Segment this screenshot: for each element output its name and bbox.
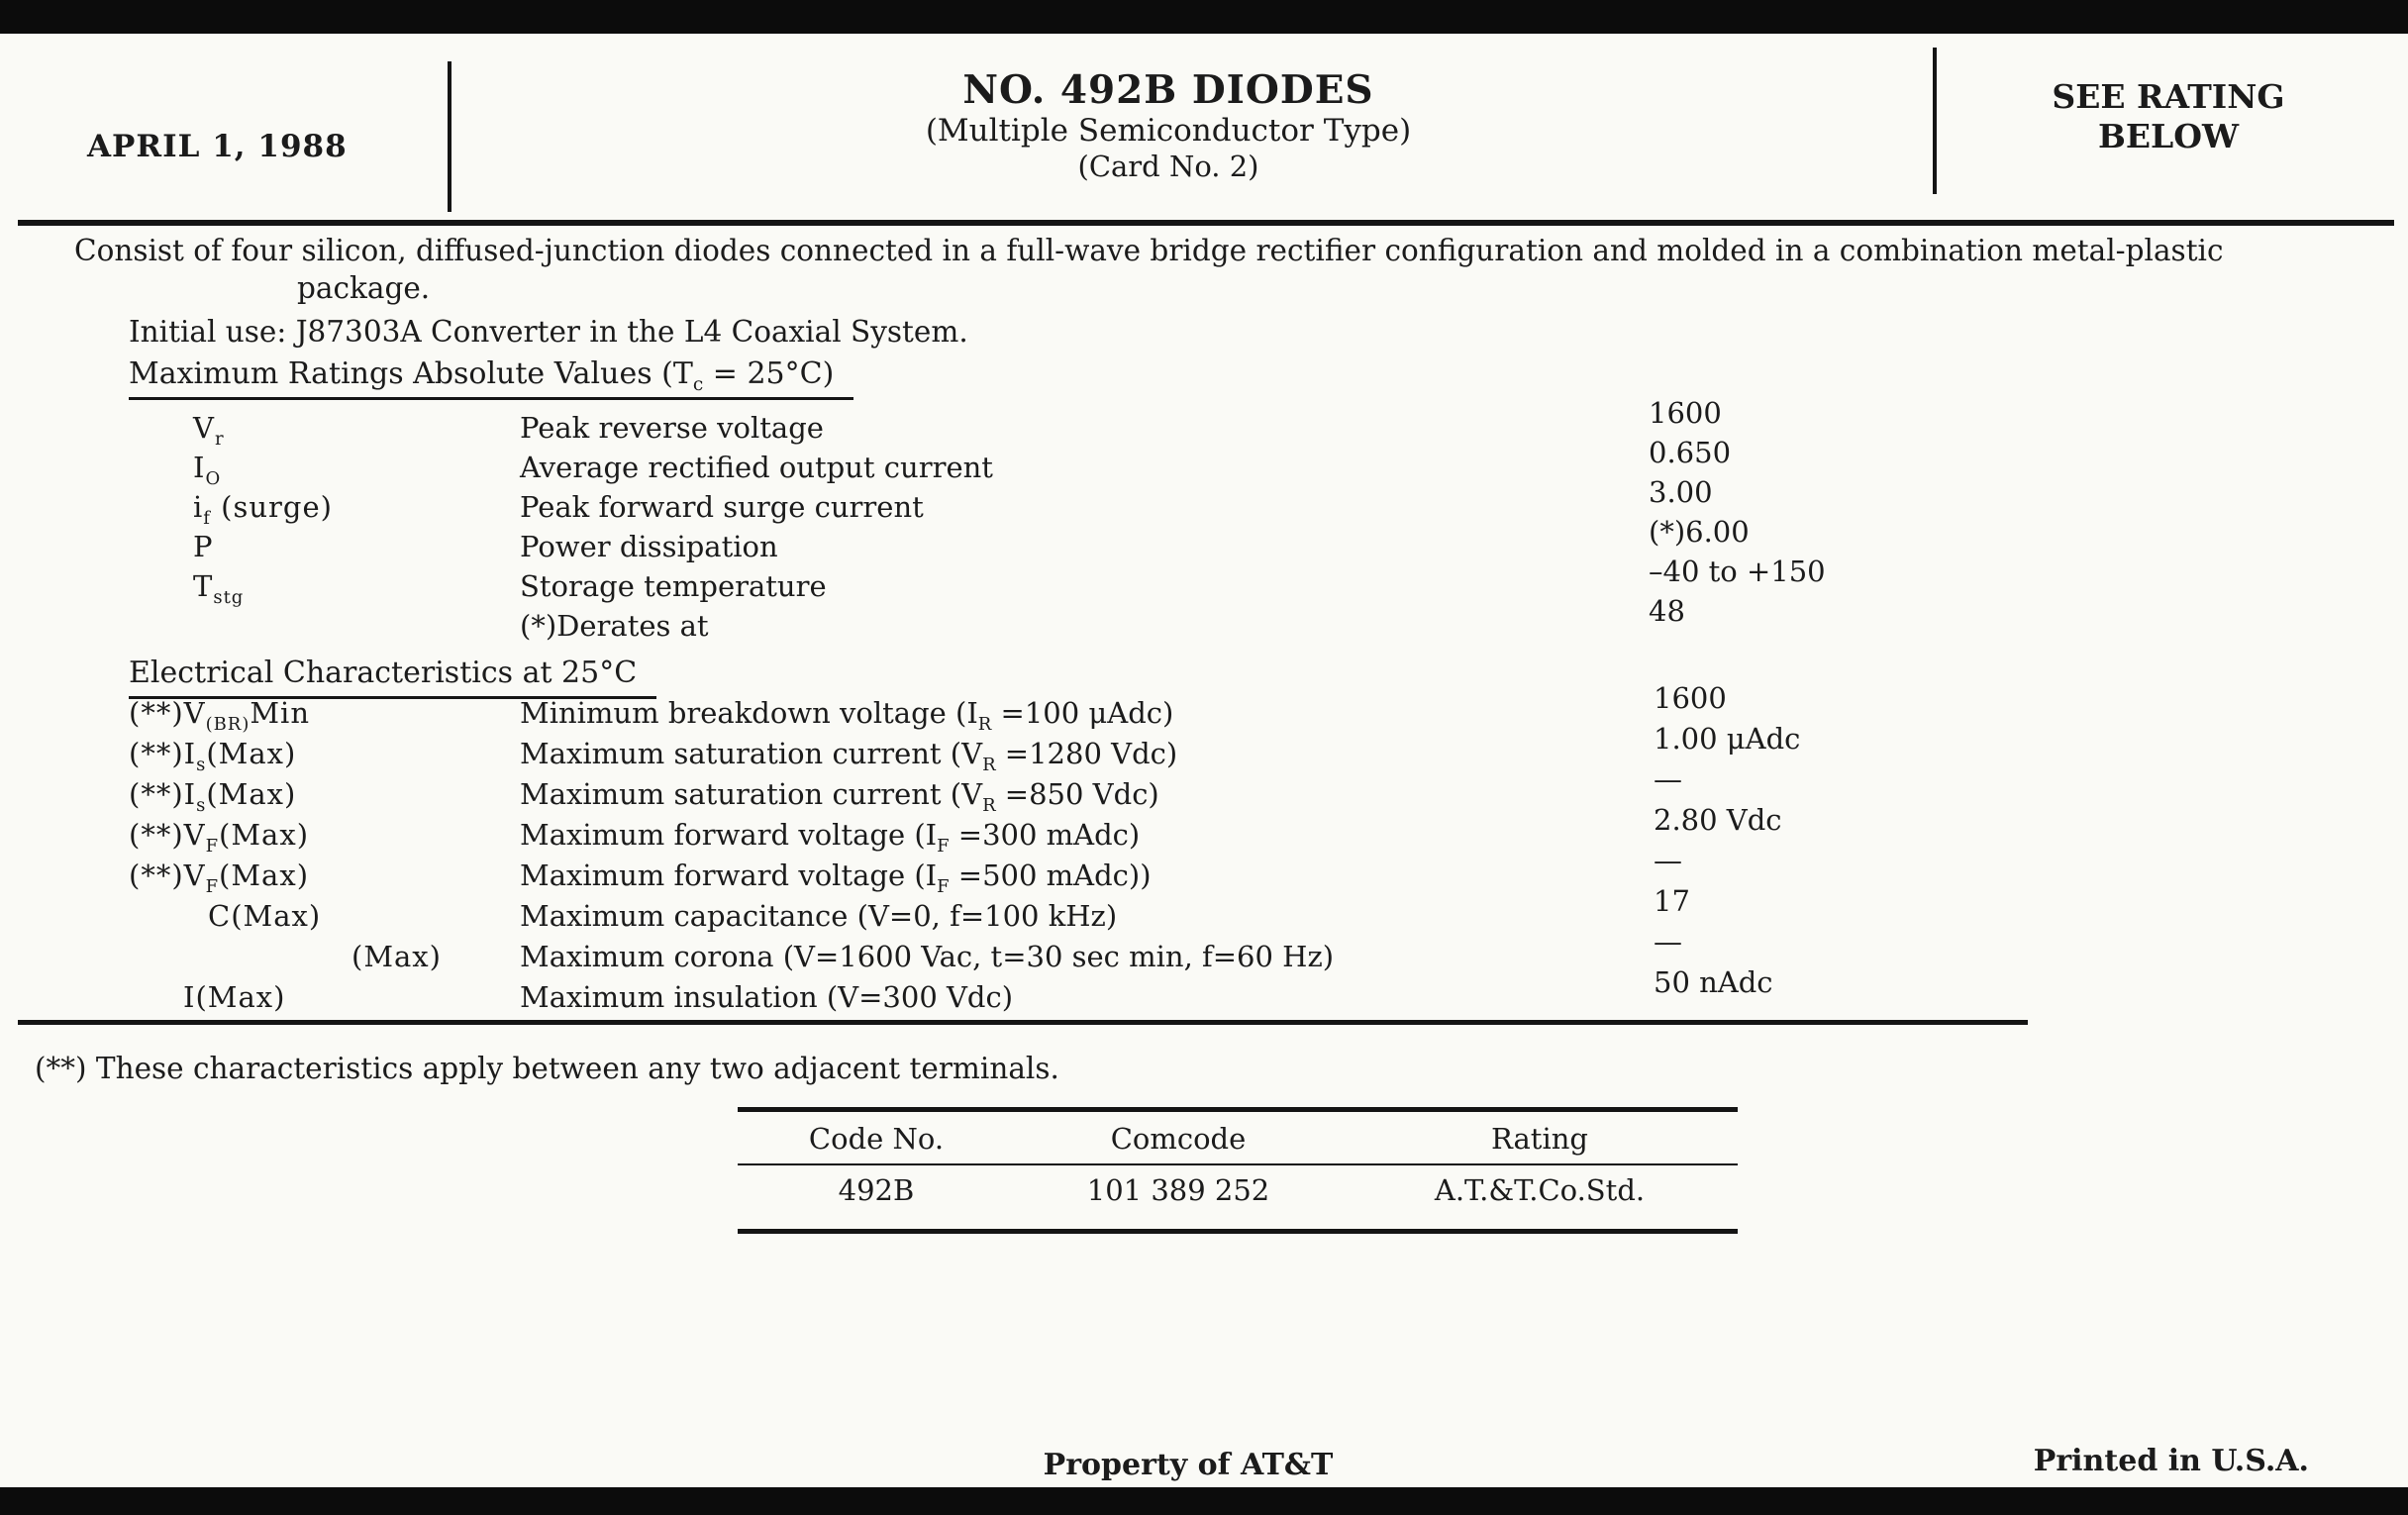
header-divider-right	[1933, 48, 1937, 194]
table-row	[193, 436, 1826, 489]
max-ratings-table	[193, 396, 1826, 646]
value-cell: 3.00	[1649, 475, 1713, 509]
value-cell: 0.650	[1649, 436, 1732, 469]
property-notice: Property of AT&T	[1043, 1448, 1334, 1482]
symbol-cell: I(Max)	[183, 980, 286, 1014]
table-row	[129, 722, 1801, 775]
title-block	[653, 67, 1683, 183]
description-cell: Minimum breakdown voltage ($I_R =100$ μAdc)	[520, 696, 1174, 735]
value-cell: 2.80 Vdc	[1654, 803, 1782, 837]
code-table-data-row	[738, 1165, 1738, 1215]
printed-in-usa: Printed in U.S.A.	[2033, 1444, 2309, 1478]
initial-use-line: Initial use: J87303A Converter in the L4 Coaxial System.	[129, 315, 968, 349]
max-ratings-heading-wrap	[129, 356, 853, 400]
value-cell: (*)6.00	[1649, 515, 1750, 549]
value-cell: –40 to +150	[1649, 555, 1826, 588]
description-cell: Maximum insulation (V=300 Vdc)	[520, 980, 1014, 1014]
symbol-cell: $(**)V_F(Max)$	[129, 818, 310, 857]
code-table-header-comcode: Comcode	[1110, 1122, 1247, 1156]
electrical-table	[129, 681, 1801, 1018]
code-table-header-rating: Rating	[1491, 1122, 1588, 1156]
rating-value: A.T.&T.Co.Std.	[1434, 1173, 1646, 1207]
rating-note-line2: BELOW	[2097, 117, 2240, 155]
code-table-rule-bottom	[738, 1229, 1738, 1234]
description-cell: (*)Derates at	[520, 609, 709, 643]
code-table-header-row	[738, 1112, 1738, 1163]
description-cell: Peak reverse voltage	[520, 411, 824, 445]
value-cell: 50 nAdc	[1654, 965, 1773, 999]
symbol-cell: $i_f$ (surge)	[193, 490, 333, 529]
symbol-cell: (Max)	[351, 940, 442, 973]
section-rule	[18, 1020, 2028, 1025]
symbol-cell: $I_O$	[193, 451, 222, 489]
page-title: NO. 492B DIODES	[962, 67, 1374, 113]
description-cell: Storage temperature	[520, 569, 827, 603]
description-cell: Maximum forward voltage ($I_F =300$ mAdc)	[520, 818, 1141, 857]
symbol-cell: $(**)I_s(Max)$	[129, 737, 297, 775]
symbol-cell: $(**)V_{(BR)}Min$	[129, 696, 310, 735]
comcode-value: 101 389 252	[1086, 1173, 1270, 1207]
header-rule	[18, 220, 2394, 226]
description-cell: Power dissipation	[520, 530, 778, 563]
rating-note	[1980, 77, 2357, 156]
table-row	[129, 844, 1800, 897]
symbol-cell: $(**)V_F(Max)$	[129, 858, 310, 897]
value-cell: 17	[1654, 884, 1690, 918]
rating-note-line1: SEE RATING	[2052, 77, 2285, 116]
table-row	[129, 681, 1800, 735]
value-cell: —	[1654, 925, 1682, 959]
table-row	[129, 762, 1800, 816]
table-row	[129, 884, 1800, 937]
page-subtitle: (Multiple Semiconductor Type)	[925, 113, 1412, 150]
description-cell: Average rectified output current	[520, 451, 993, 484]
table-row	[129, 803, 1800, 857]
code-no-value: 492B	[838, 1173, 915, 1207]
document-page	[0, 34, 2408, 1487]
description-cell: Maximum forward voltage ($I_F =500$ mAdc))	[520, 858, 1152, 897]
symbol-cell: $T_{stg}$	[193, 569, 245, 608]
description-paragraph: Consist of four silicon, diffused-junction diodes connected in a full-wave bridge rectifier configuration and molded in a combination metal-plastic package.	[74, 234, 2224, 305]
footnote: (**) These characteristics apply between any two adjacent terminals.	[35, 1052, 1059, 1085]
symbol-cell: P	[193, 530, 214, 563]
value-cell: —	[1654, 844, 1682, 877]
table-row	[193, 594, 1826, 646]
table-row	[193, 555, 1826, 608]
table-row	[193, 515, 1826, 566]
description-cell: Maximum saturation current ($V_R =850$ Vdc)	[520, 777, 1159, 816]
max-ratings-heading: Maximum Ratings Absolute Values $(T_c = 25^\circ C)$	[129, 356, 853, 400]
code-table-header-code: Code No.	[808, 1122, 945, 1156]
description-cell: Maximum saturation current ($V_R =1280$ Vdc)	[520, 737, 1178, 775]
card-number: (Card No. 2)	[1077, 149, 1259, 183]
code-table	[738, 1107, 1738, 1234]
description-cell: Maximum corona (V=1600 Vac, t=30 sec min, f=60 Hz)	[520, 940, 1335, 973]
table-row	[193, 475, 1826, 529]
electrical-heading: Electrical Characteristics at 25°C	[129, 656, 656, 699]
header-divider-left	[448, 61, 452, 212]
value-cell: —	[1654, 762, 1682, 796]
symbol-cell	[193, 606, 520, 646]
symbol-cell: C(Max)	[208, 899, 322, 933]
table-row	[129, 925, 1800, 977]
value-cell: 48	[1649, 594, 1685, 628]
symbol-cell: $V_r$	[193, 411, 225, 450]
table-row	[129, 965, 1800, 1018]
description-cell: Maximum capacitance (V=0, f=100 kHz)	[520, 899, 1118, 933]
value-cell: 1600	[1654, 681, 1727, 715]
value-cell: 1.00 μAdc	[1654, 722, 1801, 756]
symbol-cell: $(**)I_s(Max)$	[129, 777, 297, 816]
value-cell: 1600	[1649, 396, 1722, 430]
description-cell: Peak forward surge current	[520, 490, 924, 524]
document-date: APRIL 1, 1988	[87, 129, 348, 164]
table-row	[193, 396, 1826, 450]
